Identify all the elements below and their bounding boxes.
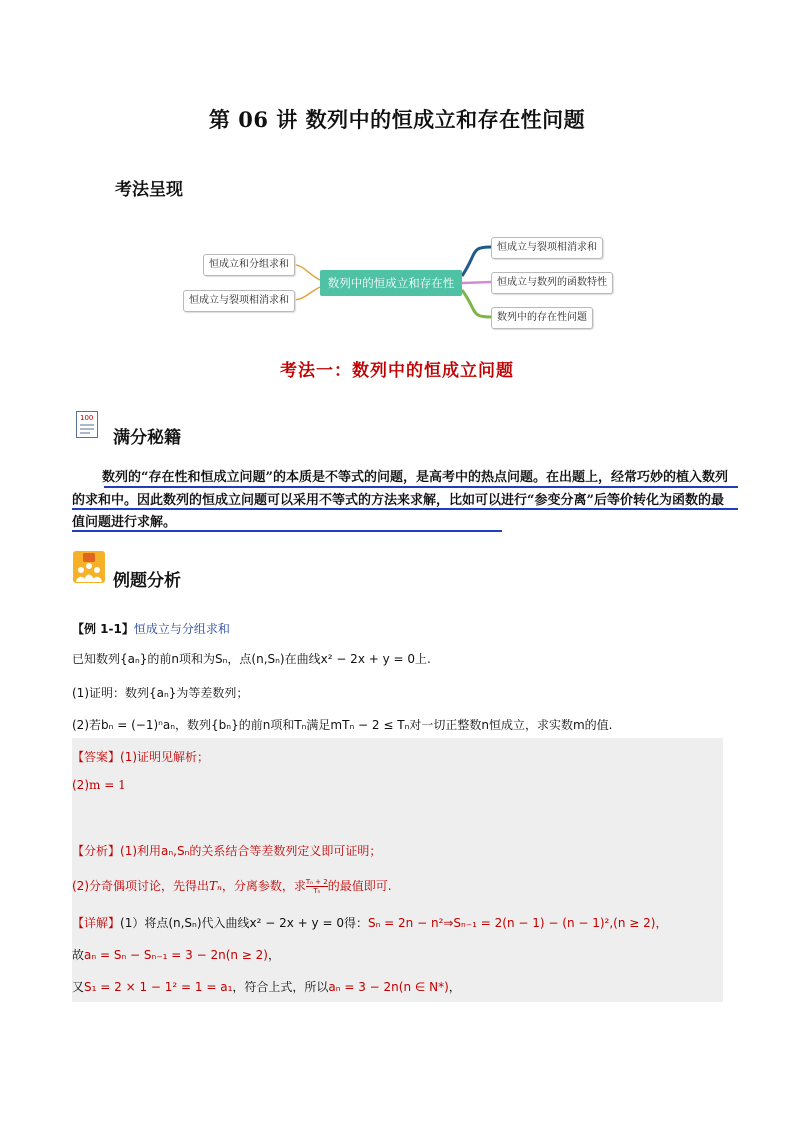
underline-2 [72,508,738,510]
mindmap-center-node: 数列中的恒成立和存在性 [320,270,462,296]
connector-mid-right [462,282,491,283]
analysis-1: (1)利用aₙ,Sₙ的关系结合等差数列定义即可证明； [120,844,382,858]
answer-line-2 [72,778,126,792]
detail-1b: Sₙ = 2n − n²⇒Sₙ₋₁ = 2(n − 1) − (n − 1)²,(n ≥ 2)， [367,916,668,930]
mindmap-node-left-2: 恒成立与裂项相消求和 [183,290,295,312]
example-group-icon [73,551,105,583]
connector-top-right [462,247,491,276]
detail-2a: 故 [72,948,85,962]
analysis-2b: ，分离参数，求 [221,879,306,893]
connector-bottom-right [462,290,491,317]
analysis-2c: 的最值即可. [327,879,392,893]
answer-tag: 【答案】 [72,750,121,764]
section-title: 考法一：数列中的恒成立问题 [280,361,514,381]
example-tag: 【例 1-1】 [72,622,134,636]
example-stem: 已知数列{aₙ}的前n项和为Sₙ，点(n,Sₙ)在曲线x² − 2x + y = 0上. [72,652,431,666]
svg-text:100: 100 [80,414,94,422]
score-note-icon [76,411,98,438]
detail-3a: 又 [72,980,85,994]
underline-1 [104,486,738,488]
secret-heading: 满分秘籍 [113,428,181,448]
analysis-2a: (2)分奇偶项讨论，先得出 [72,879,209,893]
detail-3d: aₙ = 3 − 2n(n ∈ N*) [328,980,449,994]
example-title [72,620,230,637]
detail-line-2 [72,946,280,963]
analysis-2-t: Tₙ [209,879,222,893]
analysis-line-1 [72,842,381,859]
mindmap-node-right-2: 恒成立与数列的函数特性 [491,272,613,294]
mindmap-node-right-1: 恒成立与裂项相消求和 [491,237,603,259]
fraction-numerator: Tₙ + 2 [305,878,328,886]
analysis-2-fraction [306,878,328,895]
fraction-denominator: Tₙ [313,887,321,895]
detail-3b: S₁ = 2 × 1 − 1² = 1 = a₁ [84,980,233,994]
mindmap-node-right-3: 数列中的存在性问题 [491,307,593,329]
exam-heading: 考法呈现 [115,180,183,200]
answer-2-math: m = 1 [89,778,126,792]
detail-1a: (1）将点(n,Sₙ)代入曲线x² − 2x + y = 0得： [120,916,368,930]
answer-line-1 [72,748,209,765]
detail-2b: aₙ = Sₙ − Sₙ₋₁ = 3 − 2n(n ≥ 2) [84,948,268,962]
page-title: 第 06 讲 数列中的恒成立和存在性问题 [208,107,586,132]
mindmap-node-left-1: 恒成立和分组求和 [203,254,295,276]
question-2: (2)若bₙ = (−1)ⁿaₙ，数列{bₙ}的前n项和Tₙ满足mTₙ − 2 ≤ Tₙ对一切正整数n恒成立，求实数m的值. [72,718,613,732]
example-tag-title: 恒成立与分组求和 [133,622,230,636]
example-heading: 例题分析 [113,571,181,591]
underline-3 [72,530,502,532]
question-1: (1)证明：数列{aₙ}为等差数列； [72,686,249,700]
answer-1: (1)证明见解析； [120,750,210,764]
analysis-tag: 【分析】 [72,844,121,858]
detail-2c: ， [268,948,281,962]
analysis-line-2 [72,877,392,895]
detail-line-1 [72,914,667,931]
secret-paragraph: 数列的“存在性和恒成立问题”的本质是不等式的问题，是高考中的热点问题。在出题上，经常巧妙的植入数列的求和中。因此数列的恒成立问题可以采用不等式的方法来求解，比如可以进行“参变分离”后等价转化为函数的最值问题进行求解。 [72,470,728,530]
answer-2-prefix: (2) [72,778,89,792]
detail-3c: ，符合上式，所以 [232,980,329,994]
detail-line-3 [72,978,461,995]
detail-3e: ， [448,980,461,994]
detail-tag: 【详解】 [72,916,121,930]
